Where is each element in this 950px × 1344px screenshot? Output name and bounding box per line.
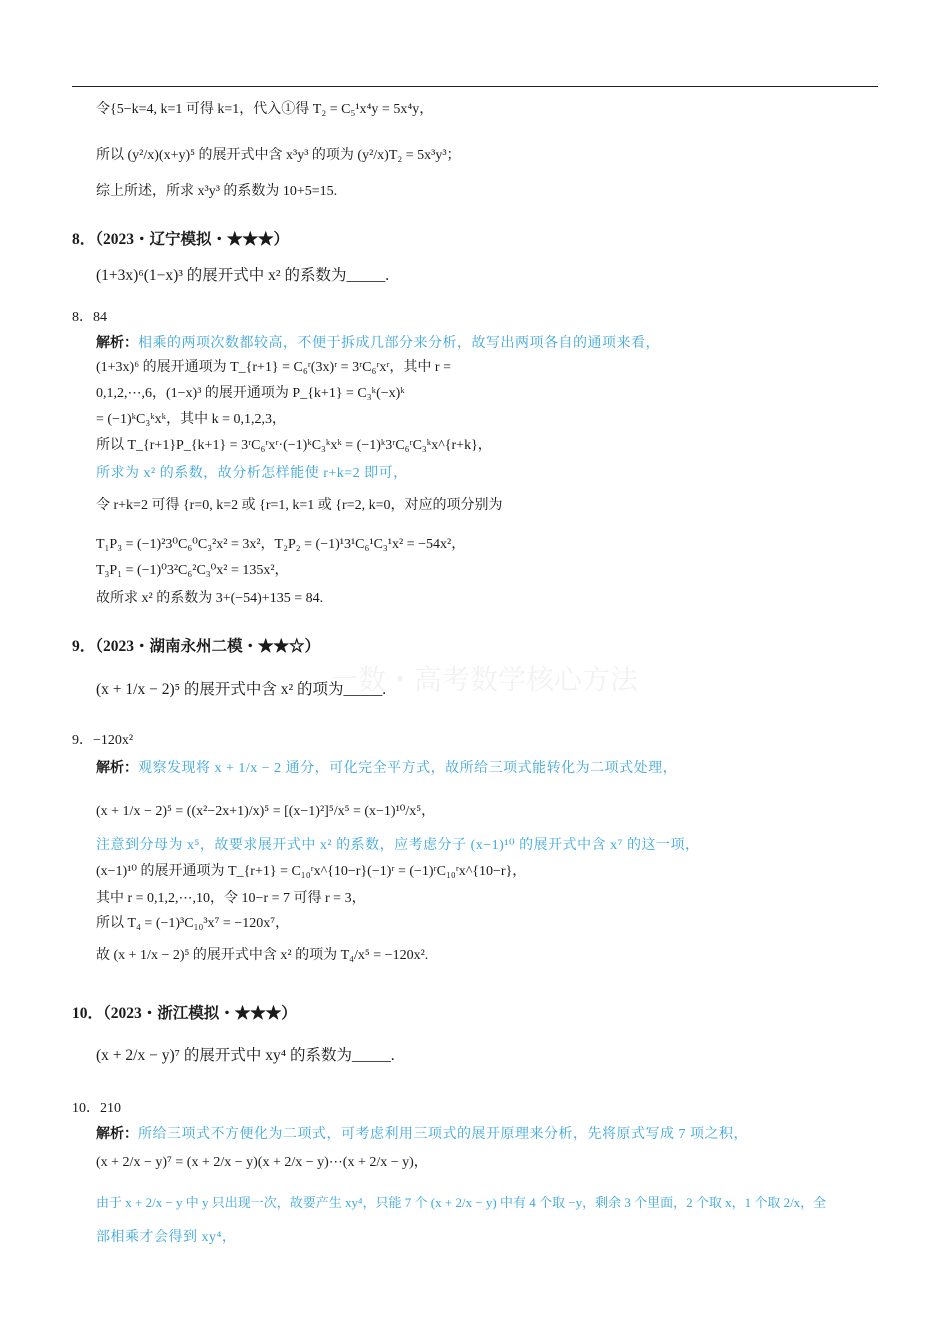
problem-8-solution <box>96 334 660 354</box>
solution-label: 解析： <box>96 1127 138 1142</box>
problem-8-step-8: T₃P₁ = (−1)⁰3²C₆²C₃⁰x² = 135x²， <box>96 563 289 578</box>
problem-8-step-3: = (−1)ᵏC₃ᵏxᵏ，其中 k = 0,1,2,3， <box>96 412 286 427</box>
problem-9-step-4: 其中 r = 0,1,2,⋯,10，令 10−r = 7 可得 r = 3， <box>96 891 366 906</box>
problem-8-step-7: T₁P₃ = (−1)²3⁰C₆⁰C₃²x² = 3x²，T₂P₂ = (−1)¹3¹C₆¹C₃¹x² = −54x²， <box>96 537 466 552</box>
problem-9-step-1: (x + 1/x − 2)⁵ = ((x²−2x+1)/x)⁵ = [(x−1)²]⁵/x⁵ = (x−1)¹⁰/x⁵， <box>96 804 436 819</box>
problem-9-step-5: 所以 T₄ = (−1)³C₁₀³x⁷ = −120x⁷， <box>96 916 290 931</box>
problem-8-header: 8．（2023・辽宁模拟・★★★） <box>72 231 290 248</box>
problem-8-question: (1+3x)⁶(1−x)³ 的展开式中 x² 的系数为_____. <box>96 267 390 284</box>
problem-10-header: 10．（2023・浙江模拟・★★★） <box>72 1005 297 1022</box>
problem-10-step-1: (x + 2/x − y)⁷ = (x + 2/x − y)(x + 2/x − y)⋯(x + 2/x − y)， <box>96 1155 428 1170</box>
solution-hint: 相乘的两项次数都较高，不便于拆成几部分来分析，故写出两项各自的通项来看， <box>138 336 660 351</box>
problem-9-header: 9．（2023・湖南永州二模・★★☆） <box>72 638 321 655</box>
problem-10-step-3: 部相乘才会得到 xy⁴， <box>96 1230 237 1245</box>
problem-9-answer: 9．−120x² <box>72 733 134 748</box>
header-rule <box>72 86 878 87</box>
problem-9-step-2: 注意到分母为 x⁵，故要求展开式中 x² 的系数，应考虑分子 (x−1)¹⁰ 的展开式中含 x⁷ 的这一项， <box>96 838 700 853</box>
problem-10-solution <box>96 1125 748 1145</box>
problem-8-step-6: 令 r+k=2 可得 {r=0, k=2 或 {r=1, k=1 或 {r=2, k=0，对应的项分别为 <box>96 498 503 513</box>
solution-hint: 所给三项式不方便化为二项式，可考虑利用三项式的展开原理来分析，先将原式写成 7 项之积， <box>138 1127 748 1142</box>
top-line-3: 综上所述，所求 x³y³ 的系数为 10+5=15. <box>96 184 338 199</box>
problem-8-step-2: 0,1,2,⋯,6，(1−x)³ 的展开通项为 P_{k+1} = C₃ᵏ(−x)ᵏ <box>96 386 405 401</box>
problem-8-answer: 8．84 <box>72 310 107 325</box>
problem-9-question: (x + 1/x − 2)⁵ 的展开式中含 x² 的项为_____. <box>96 681 387 698</box>
solution-label: 解析： <box>96 761 138 776</box>
problem-9-step-3: (x−1)¹⁰ 的展开通项为 T_{r+1} = C₁₀ʳx^{10−r}(−1)ʳ = (−1)ʳC₁₀ʳx^{10−r}， <box>96 864 527 879</box>
problem-8-step-1: (1+3x)⁶ 的展开通项为 T_{r+1} = C₆ʳ(3x)ʳ = 3ʳC₆ʳxʳ，其中 r = <box>96 360 451 375</box>
problem-9-step-6: 故 (x + 1/x − 2)⁵ 的展开式中含 x² 的项为 T₄/x⁵ = −120x². <box>96 948 429 963</box>
top-line-2: 所以 (y²/x)(x+y)⁵ 的展开式中含 x³y³ 的项为 (y²/x)T₂ = 5x³y³； <box>96 148 461 163</box>
problem-10-answer: 10．210 <box>72 1101 121 1116</box>
top-line-1: 令{5−k=4, k=1 可得 k=1，代入①得 T₂ = C₅¹x⁴y = 5x⁴y， <box>96 102 434 117</box>
problem-8-step-9: 故所求 x² 的系数为 3+(−54)+135 = 84. <box>96 591 324 606</box>
watermark: 一数・高考数学核心方法 <box>330 663 639 696</box>
problem-9-solution <box>96 759 677 779</box>
problem-10-question: (x + 2/x − y)⁷ 的展开式中 xy⁴ 的系数为_____. <box>96 1047 395 1064</box>
problem-10-step-2: 由于 x + 2/x − y 中 y 只出现一次，故要产生 xy⁴，只能 7 个 (x + 2/x − y) 中有 4 个取 −y，剩余 3 个里面，2 个取 x，1 个取 2/x，全 <box>96 1195 827 1210</box>
problem-8-step-4: 所以 T_{r+1}P_{k+1} = 3ʳC₆ʳxʳ·(−1)ᵏC₃ᵏxᵏ = (−1)ᵏ3ʳC₆ʳC₃ᵏx^{r+k}， <box>96 438 492 453</box>
problem-8-step-5: 所求为 x² 的系数，故分析怎样能使 r+k=2 即可， <box>96 466 408 481</box>
solution-label: 解析： <box>96 336 138 351</box>
solution-hint: 观察发现将 x + 1/x − 2 通分，可化完全平方式，故所给三项式能转化为二项式处理， <box>138 761 678 776</box>
